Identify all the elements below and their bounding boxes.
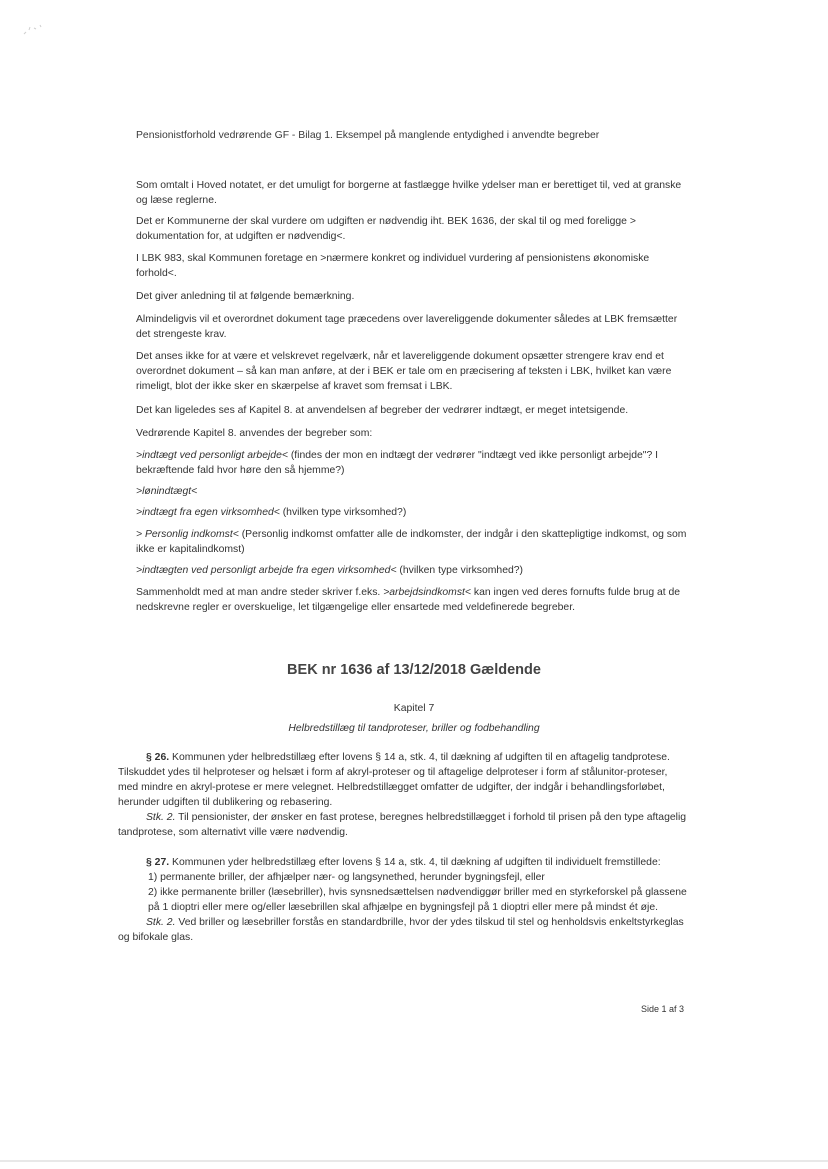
section-27-stk2-label: Stk. 2.	[146, 917, 176, 928]
term-5-text: (hvilken type virksomhed?)	[396, 565, 523, 576]
intro-paragraph-5: Almindeligvis vil et overordnet dokument tage præcedens over lavereliggende dokumenter således at LBK fremsætter det strengeste krav.	[136, 314, 678, 340]
section-26-label: § 26.	[146, 752, 170, 763]
section-27-item-1: 1) permanente briller, der afhjælper nær- og langsynethed, herunder bygningsfejl, eller	[148, 872, 545, 883]
intro-paragraph-3: I LBK 983, skal Kommunen foretage en >nærmere konkret og individuel vurdering af pensionistens økonomiske forhold<.	[136, 253, 650, 279]
chapter-subheading: Helbredstillæg til tandproteser, briller og fodbehandling	[288, 723, 540, 734]
term-2	[136, 484, 688, 499]
section-26	[118, 750, 690, 840]
term-4-emphasis: > Personlig indkomst<	[136, 529, 239, 540]
conclusion-emphasis: >arbejdsindkomst<	[383, 587, 471, 598]
page-number: Side 1 af 3	[640, 1004, 684, 1014]
section-26-text: Kommunen yder helbredstillæg efter lovens § 14 a, stk. 4, til dækning af udgiften til en aftagelig tandprotese. Tilskuddet ydes til helproteser og helsæt i form af akryl-proteser og til aftagelige delproteser i form af stålunitor-proteser, med mindre en akryl-protese er mere velegnet. Helbredstillægget omfatter de udgifter, der indgår i behandlingsforløbet, herunder udgiften til dublikering og rebasering.	[118, 752, 670, 808]
term-5	[136, 563, 688, 578]
section-27-label: § 27.	[146, 857, 170, 868]
scan-edge-line	[0, 1160, 828, 1162]
intro-paragraph-7: Det kan ligeledes ses af Kapitel 8. at anvendelsen af begreber der vedrører indtægt, er meget intetsigende.	[136, 405, 629, 416]
intro-paragraph-6: Det anses ikke for at være et velskrevet regelværk, når et lavereliggende dokument opsætter strengere krav end et overordnet dokument – så kan man anføre, at der i BEK er tale om en præcisering af teksten i LBK, hvilket kan være rimeligt, blot der ikke sker en skærpelse af kravet som fremsat i LBK.	[136, 351, 672, 392]
section-26-stk2-text: Til pensionister, der ønsker en fast protese, beregnes helbredstillægget i forhold til prisen på den type aftagelig tandprotese, som alternativt ville være nødvendig.	[118, 812, 687, 838]
section-27-stk2-text: Ved briller og læsebriller forstås en standardbrille, hvor der ydes tilskud til stel og henholdsvis enkeltstyrkeglas og bifokale glas.	[118, 917, 684, 943]
document-header: Pensionistforhold vedrørende GF - Bilag 1. Eksempel på manglende entydighed i anvendte begreber	[136, 130, 600, 141]
term-1-emphasis: >indtægt ved personligt arbejde<	[136, 450, 288, 461]
term-1	[136, 448, 688, 478]
term-2-emphasis: >lønindtægt<	[136, 486, 198, 497]
section-26-stk2-label: Stk. 2.	[146, 812, 176, 823]
conclusion-text-b: kan ingen ved deres fornufts fulde brug at de nedskrevne regler er overskuelige, let tilgængelige eller ensartede med veldefinerede begreber.	[136, 587, 681, 613]
conclusion-text-a: Sammenholdt med at man andre steder skriver f.eks.	[136, 587, 384, 598]
intro-paragraph-8: Vedrørende Kapitel 8. anvendes der begreber som:	[136, 428, 373, 439]
term-4	[136, 527, 688, 557]
intro-paragraph-2: Det er Kommunerne der skal vurdere om udgiften er nødvendig iht. BEK 1636, der skal til og med foreligge > dokumentation for, at udgiften er nødvendig<.	[136, 216, 636, 242]
term-4-text: (Personlig indkomst omfatter alle de indkomster, der indgår i den skattepligtige indkomst, og som ikke er kapitalindkomst)	[136, 529, 687, 555]
intro-paragraph-4: Det giver anledning til at følgende bemærkning.	[136, 291, 355, 302]
section-27-text: Kommunen yder helbredstillæg efter lovens § 14 a, stk. 4, til dækning af udgiften til individuelt fremstillede:	[169, 857, 661, 868]
bek-title: BEK nr 1636 af 13/12/2018 Gældende	[287, 662, 541, 678]
section-27-item-2: 2) ikke permanente briller (læsebriller), hvis synsnedsættelsen nødvendiggør briller med en styrkeforskel på glassene på 1 dioptri eller mere og/eller læsebrillen skal afhjælpe en bygningsfejl på 1 dioptri eller mere på mindst ét øje.	[148, 887, 687, 913]
term-3-emphasis: >indtægt fra egen virksomhed<	[136, 507, 280, 518]
conclusion-paragraph	[136, 585, 688, 615]
section-27	[118, 855, 690, 945]
chapter-heading: Kapitel 7	[393, 703, 435, 714]
term-5-emphasis: >indtægten ved personligt arbejde fra egen virksomhed<	[136, 565, 397, 576]
term-3	[136, 505, 688, 520]
term-1-text: (findes der mon en indtægt der vedrører "indtægt ved ikke personligt arbejde"? I bekræftende fald hvor høre den så hjemme?)	[136, 450, 659, 476]
scan-artifact-mark	[20, 20, 50, 40]
term-3-text: (hvilken type virksomhed?)	[279, 507, 407, 518]
intro-paragraph-1: Som omtalt i Hoved notatet, er det umuligt for borgerne at fastlægge hvilke ydelser man er berettiget til, ved at granske og læse reglerne.	[136, 180, 682, 206]
